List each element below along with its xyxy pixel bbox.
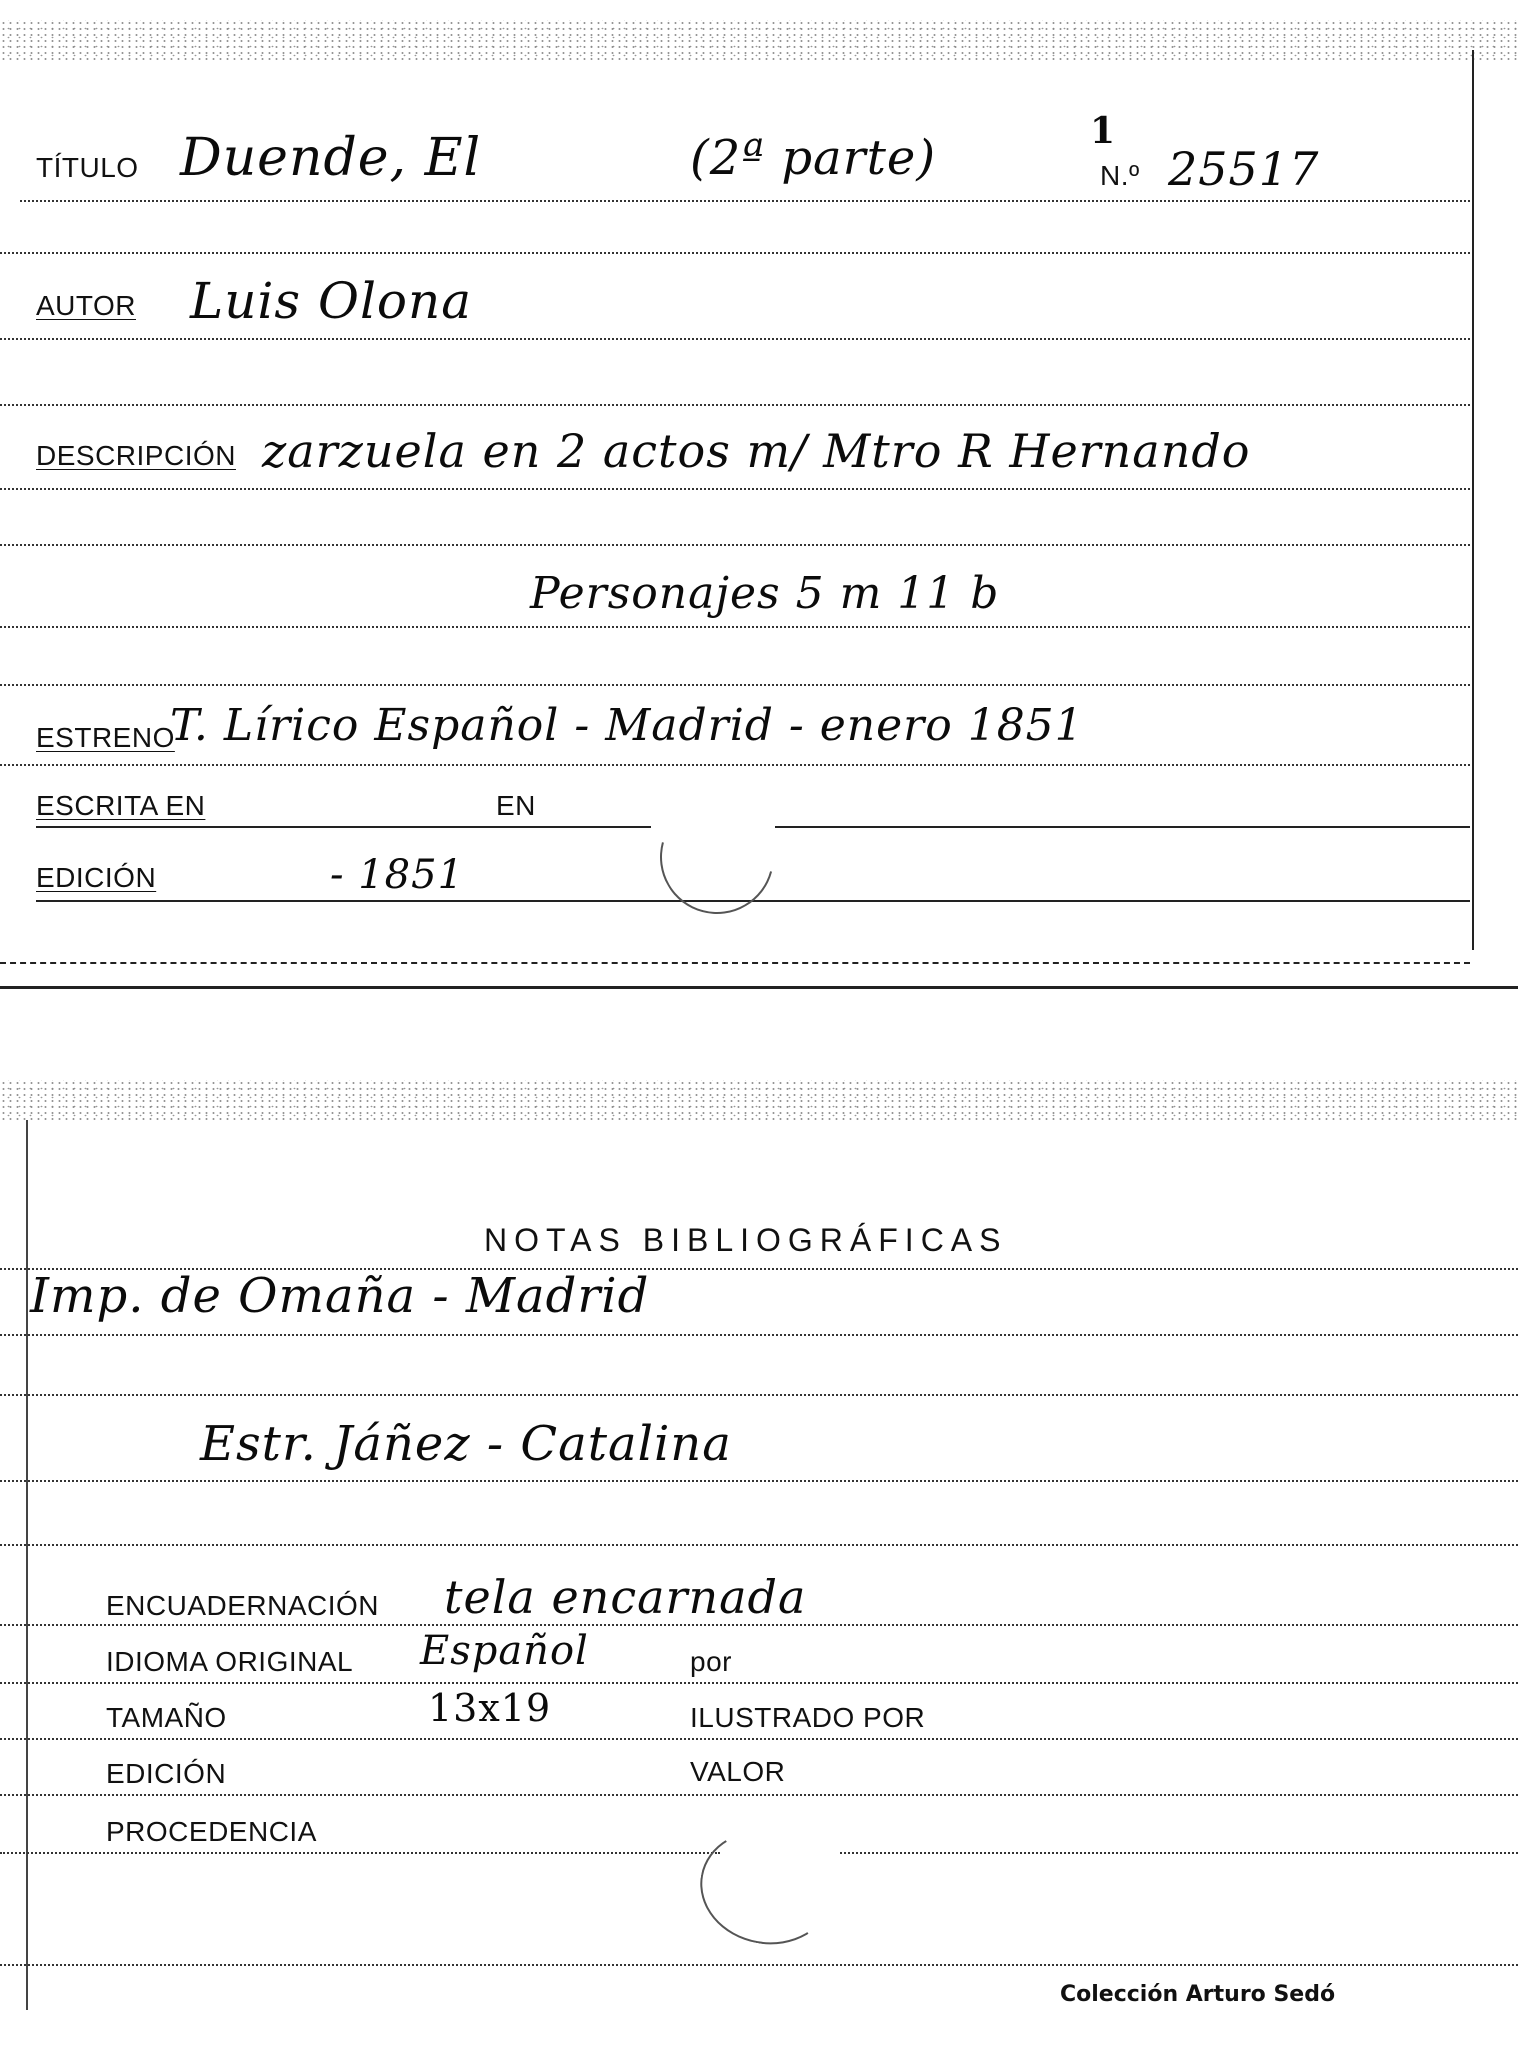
encuadernacion-label: ENCUADERNACIÓN bbox=[106, 1590, 380, 1621]
idioma-label: IDIOMA ORIGINAL bbox=[106, 1646, 354, 1677]
tamano-label: TAMAÑO bbox=[106, 1702, 227, 1733]
titulo-label: TÍTULO bbox=[36, 152, 139, 183]
edicion2-line bbox=[0, 1790, 1518, 1796]
blank-line-3 bbox=[0, 540, 1470, 546]
descripcion-value-2: Personajes 5 m 11 b bbox=[530, 568, 1000, 619]
ilustrado-label: ILUSTRADO POR bbox=[690, 1702, 926, 1733]
numero-label: N.º bbox=[1100, 160, 1140, 191]
notes-line-3 bbox=[0, 1476, 1518, 1482]
tamano-line bbox=[0, 1734, 1518, 1740]
edicion2-label: EDICIÓN bbox=[106, 1758, 227, 1789]
card2-circle-smudge bbox=[691, 1819, 843, 1955]
idioma-value: Español bbox=[420, 1628, 589, 1674]
titulo-line bbox=[20, 196, 1470, 202]
escrita-en-line-1 bbox=[36, 822, 651, 828]
escrita-en-label: ESCRITA EN bbox=[36, 790, 206, 821]
descripcion-line bbox=[0, 484, 1470, 490]
escrita-en-line-2 bbox=[775, 822, 1470, 828]
procedencia-line-1 bbox=[0, 1848, 720, 1854]
escrita-en-label-2: EN bbox=[496, 790, 536, 821]
blank-line-2 bbox=[0, 400, 1470, 406]
encuadernacion-line bbox=[0, 1620, 1518, 1626]
estreno-value: T. Lírico Español - Madrid - enero 1851 bbox=[170, 700, 1084, 751]
personajes-line bbox=[0, 622, 1470, 628]
encuadernacion-value: tela encarnada bbox=[444, 1570, 807, 1624]
autor-line bbox=[0, 334, 1470, 340]
procedencia-line-2 bbox=[840, 1848, 1518, 1854]
edicion-value: - 1851 bbox=[330, 852, 465, 898]
card2-left-border bbox=[24, 1120, 28, 2010]
tamano-value: 13x19 bbox=[428, 1686, 552, 1730]
top-edge-speckle bbox=[0, 20, 1518, 60]
estreno-line bbox=[0, 760, 1470, 766]
card1-bottom-edge bbox=[0, 982, 1518, 989]
note-line-1: Imp. de Omaña - Madrid bbox=[30, 1268, 650, 1324]
descripcion-label: DESCRIPCIÓN bbox=[36, 440, 236, 471]
note-line-2: Estr. Jáñez - Catalina bbox=[200, 1416, 732, 1472]
card1-circle-smudge bbox=[639, 779, 795, 935]
titulo-value: Duende, El bbox=[180, 128, 482, 188]
card1-marker: 1 bbox=[1090, 110, 1117, 152]
bottom-line bbox=[0, 1960, 1518, 1966]
procedencia-label: PROCEDENCIA bbox=[106, 1816, 317, 1847]
idioma-line bbox=[0, 1678, 1518, 1684]
card1-bottom-dashes bbox=[0, 958, 1470, 964]
card2-top-speckle bbox=[0, 1080, 1518, 1120]
notes-line-4 bbox=[0, 1540, 1518, 1546]
titulo-note: (2ª parte) bbox=[690, 130, 937, 186]
por-label: por bbox=[690, 1646, 732, 1677]
valor-label: VALOR bbox=[690, 1756, 786, 1787]
autor-label: AUTOR bbox=[36, 290, 136, 321]
numero-value: 25517 bbox=[1168, 142, 1320, 196]
descripcion-value: zarzuela en 2 actos m/ Mtro R Hernando bbox=[262, 424, 1251, 478]
collection-credit: Colección Arturo Sedó bbox=[1060, 1982, 1336, 2007]
notes-line-2 bbox=[0, 1390, 1518, 1396]
blank-line-1 bbox=[0, 248, 1470, 254]
autor-value: Luis Olona bbox=[190, 272, 473, 330]
notas-heading: NOTAS BIBLIOGRÁFICAS bbox=[484, 1222, 1008, 1258]
estreno-label: ESTRENO bbox=[36, 722, 175, 753]
card1-right-border bbox=[1470, 50, 1474, 950]
notes-line-1 bbox=[0, 1330, 1518, 1336]
edicion-label: EDICIÓN bbox=[36, 862, 157, 893]
blank-line-4 bbox=[0, 680, 1470, 686]
